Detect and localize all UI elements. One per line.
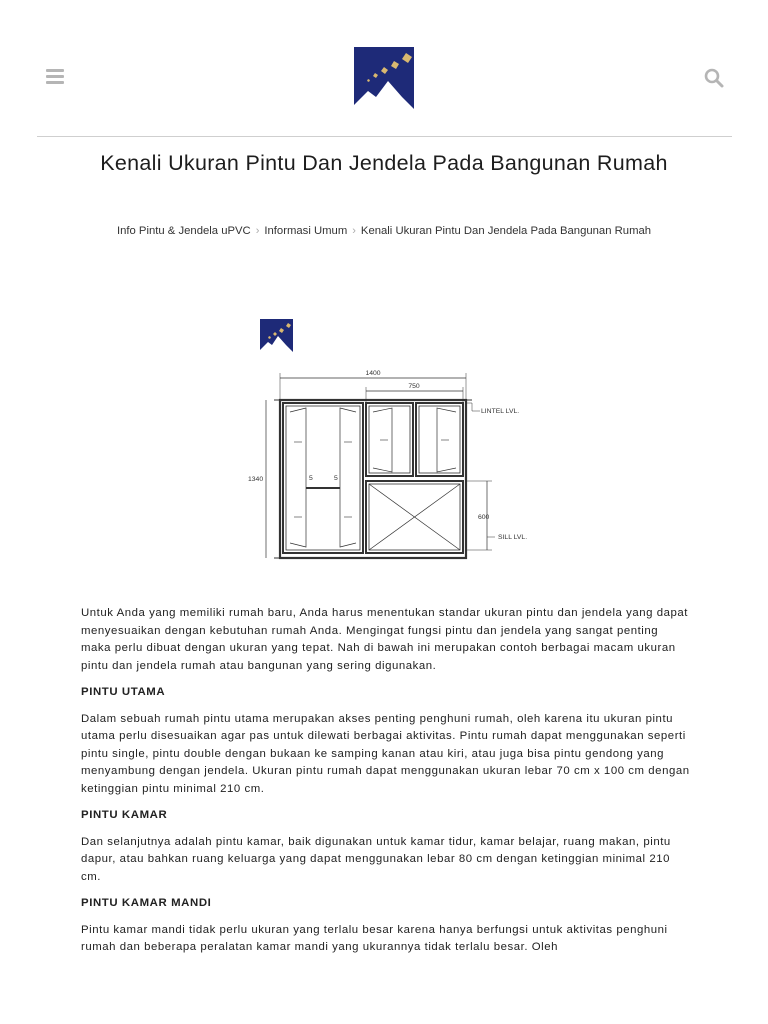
breadcrumb-item-informasi-umum[interactable]: Informasi Umum — [264, 225, 348, 237]
door-window-diagram — [240, 312, 540, 570]
dim-b-label: 5 — [334, 475, 338, 482]
lintel-level-label: LINTEL LVL. — [481, 408, 520, 415]
search-icon[interactable] — [702, 66, 726, 90]
menu-line — [46, 81, 64, 84]
section-heading: PINTU UTAMA — [81, 686, 166, 698]
section-paragraph: Pintu kamar mandi tidak perlu ukuran yang terlalu besar karena hanya berfungsi untuk aktivitas penghuni rumah dan beberapa peralatan kamar mandi yang ukurannya tidak terlalu besar. Oleh — [81, 923, 668, 953]
section-heading: PINTU KAMAR MANDI — [81, 897, 212, 909]
chevron-right-icon: › — [352, 225, 356, 237]
dim-a-label: 5 — [309, 475, 313, 482]
section-paragraph: Dalam sebuah rumah pintu utama merupakan akses penting penghuni rumah, oleh karena itu ukuran pintu utama perlu disesuaikan agar pas untuk dilewati berbagai aktivitas. Pintu rumah dapat menggunakan seperti pintu single, pintu double dengan bukaan ke samping kanan atau kiri, atau juga bisa pintu gendong yang menyambung dengan jendela. Ukuran pintu rumah dapat menggunakan ukuran lebar 70 cm x 100 cm dengan ketinggian pintu minimal 210 cm. — [81, 712, 690, 795]
page-title: Kenali Ukuran Pintu Dan Jendela Pada Bangunan Rumah — [100, 151, 668, 175]
dim-half-label: 750 — [408, 383, 420, 390]
dim-height-label: 1340 — [248, 476, 264, 483]
section-paragraph: Dan selanjutnya adalah pintu kamar, baik digunakan untuk kamar tidur, kamar belajar, ruang makan, pintu dapur, atau bahkan ruang keluarga yang dapat menggunakan lebar 80 cm dengan ketinggian minimal 210 cm. — [81, 835, 671, 883]
hamburger-menu-icon[interactable] — [44, 66, 66, 88]
diagram-logo — [260, 319, 293, 360]
chevron-right-icon: › — [255, 225, 260, 237]
breadcrumb-item-info-pintu[interactable]: Info Pintu & Jendela uPVC — [116, 225, 251, 237]
dim-sill-label: 600 — [478, 514, 490, 521]
breadcrumb — [40, 225, 728, 237]
menu-line — [46, 69, 64, 72]
mountain-stars-logo[interactable] — [354, 47, 414, 123]
header-divider — [37, 136, 732, 137]
dim-total-label: 1400 — [365, 370, 381, 377]
sill-level-label: SILL LVL. — [498, 534, 528, 541]
article-body — [81, 605, 691, 966]
intro-paragraph: Untuk Anda yang memiliki rumah baru, Anda harus menentukan standar ukuran pintu dan jendela yang dapat menyesuaikan dengan kebutuhan rumah Anda. Mengingat fungsi pintu dan jendela yang sangat penting maka perlu dibuat dengan ukuran yang tepat. Nah di bawah ini merupakan contoh berbagai macam ukuran pintu dan jendela rumah atau bangunan yang sering digunakan. — [81, 607, 689, 672]
section-heading: PINTU KAMAR — [81, 809, 168, 821]
breadcrumb-item-current: Kenali Ukuran Pintu Dan Jendela Pada Bangunan Rumah — [360, 225, 652, 237]
site-header — [0, 0, 768, 137]
menu-line — [46, 75, 64, 78]
